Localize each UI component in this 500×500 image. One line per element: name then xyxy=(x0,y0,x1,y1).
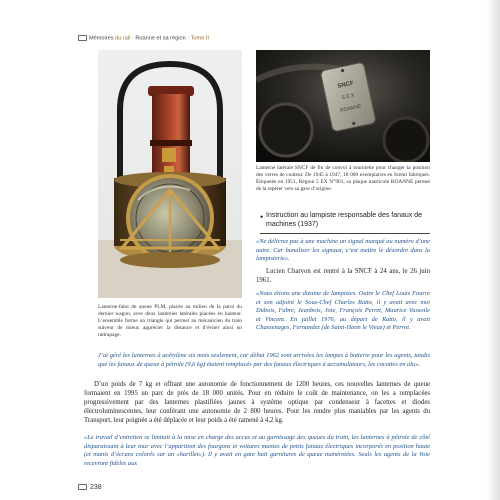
lanterns-history-paragraph: D’un poids de 7 kg et offrant une autonomie de fonctionnement de 1200 heures, ces nouvelles lanternes de queue formaient en 1995 un parc de près de 18 000 unités. Pour en réduire le coût de maintenance, on les a remplacées progressivement par des lanternes plastifiées jaunes à système optique par condenseur à facettes et diodes électroluminescentes, leur conférant une autonomie de 2 800 heures. Pour les rendre plus maniables par les agents du Transport, leur poignée a été déplacée et leur poids a été ramené à 4,2 kg. xyxy=(84,381,430,424)
left-photo-caption: Lanterne-falot de queue PLM, placée au milieu de la paroi du dernier wagon, avec deux lanternes latérales placées en hauteur. L’ensemble forme un triangle qui permet au mécanicien du train suiveur de mieux apprécier la distance et d’éviter ainsi un rattrapage. xyxy=(98,304,242,338)
lantern-plate-illustration xyxy=(256,50,430,162)
lantern-photo xyxy=(98,50,242,298)
charvon-intro-paragraph: Lucien Charvon est rentré à la SNCF à 24 ans, le 26 juin 1961. xyxy=(256,268,430,284)
lantern-illustration xyxy=(98,50,242,298)
section-heading: Instruction au lampiste responsable des fanaux de machines (1937) xyxy=(266,212,423,228)
train-logo-icon xyxy=(78,35,87,41)
acetylene-lanterns-quote: J’ai géré les lanternes à acétylène six mois seulement, car dèbut 1962 sont arrivées les lampes à batterie pour les agents, tandis que les fanaux de queue à pétrole (9,6 kg) étaient remplacés par des fanaux électriques à accumulateurs, les cocottes en alu». xyxy=(98,352,430,368)
right-photo-caption: Lanterne latérale SNCF de fin de convoi à tourniette pour changer la position des verres de couleur. De 1945 à 1947, 18 000 exemplaires en furent fabriqués. Étiquetée en 1951, Région 5 EX N°901, sa plaque matricule ROANNE permet de la repérer vers sa gare d’origine. xyxy=(256,165,430,192)
plate-line-1: SNCF xyxy=(337,80,355,90)
page-edge-shadow xyxy=(486,0,500,500)
plate-line-2: S E X xyxy=(341,92,356,102)
running-head-prefix: Mémoires xyxy=(89,35,116,42)
lampistes-team-quote: «Nous étions une dizaine de lampistes. Outre le Chef Louis Fourre et son adjoint le Sous-Chef Charles Ratto, il y avait avec moi Dubois, Fabre, Jeanbois, Joie, François Perret, Maurice Vassoile et Vincent. En juillet 1976, au départ de Ratto, il y avait Chassenages, Fernandez (de Saint-Haon le Vieux) et Perrot. xyxy=(256,290,430,332)
running-head-volume: Tome II xyxy=(190,35,209,42)
page-number-value: 238 xyxy=(90,484,102,491)
maintenance-quote: «Le travail d’entretien se limitait à la mise en charge des accus et au garnissage des queues du train, les lanternes à pétrole de côté disparaissant à leur tour avec l’apparition des fourgons et voitures munies de petits fanaux électriques incorporés en position haute (et munis d’écrans colorés sur un «barillet»). Il y avait en gare huit garnitures de queue numérotées. Seuls les agents de la Voie recevront fidèles aux xyxy=(84,434,430,467)
running-head-accent: du rail xyxy=(115,35,131,42)
lampiste-instruction-quote: «Ne délivrez pas à une machine un signal marqué au numéro d’une autre. Car banaliser les signaux, c’est mettre le désordre dans la lampisterie». xyxy=(256,238,430,263)
heading-rule xyxy=(260,233,430,234)
section-bullet: • xyxy=(260,212,264,222)
train-logo-icon xyxy=(78,484,87,490)
lantern-plate-photo xyxy=(256,50,430,162)
page-number xyxy=(78,484,102,491)
plate-line-3: ROANNE xyxy=(339,103,362,114)
running-head-mid: · Roanne et sa région · xyxy=(130,35,191,42)
running-head xyxy=(78,35,209,41)
